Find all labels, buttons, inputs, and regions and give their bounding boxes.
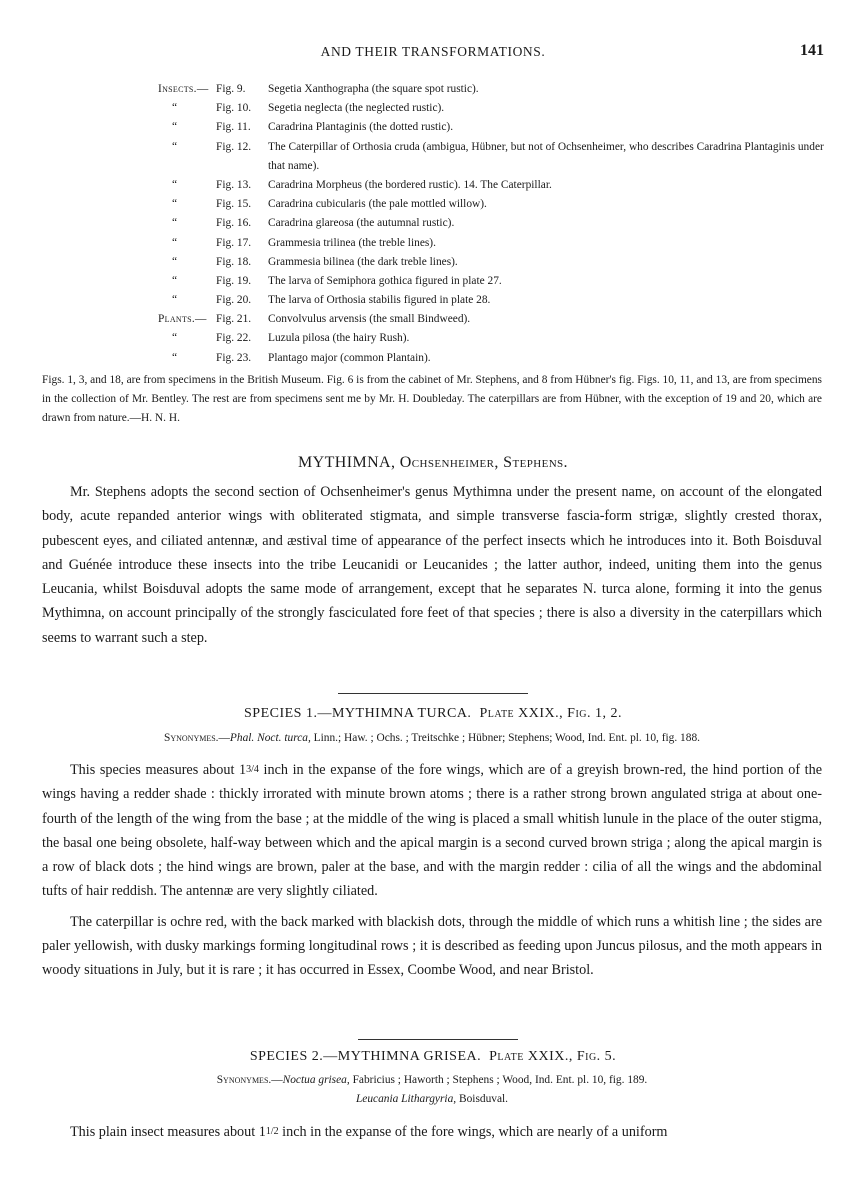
synonym-name: Phal. Noct. turca, xyxy=(229,732,311,744)
figure-entry xyxy=(158,291,838,310)
species-1-paragraph-1 xyxy=(42,758,822,904)
synonym-authorities: Boisduval. xyxy=(456,1093,509,1105)
figure-description: Convolvulus arvensis (the small Bindweed). xyxy=(268,313,471,326)
figure-description: The larva of Orthosia stabilis figured in plate 28. xyxy=(268,294,491,307)
page-number: 141 xyxy=(800,42,824,59)
figure-number: Fig. 22. xyxy=(216,332,252,345)
genus-authors: Ochsenheimer, Stephens. xyxy=(399,454,568,471)
text-run: This species measures about 1 xyxy=(70,762,247,778)
ditto-mark: “ xyxy=(172,102,178,115)
ditto-mark: “ xyxy=(172,294,178,307)
fraction: 3/4 xyxy=(246,764,259,775)
figure-description: Grammesia bilinea (the dark treble lines). xyxy=(268,255,458,268)
figure-number: Fig. 20. xyxy=(216,294,252,307)
synonym-name: Leucania Lithargyria, xyxy=(355,1093,457,1105)
species-2-paragraph-1 xyxy=(42,1120,822,1144)
species-2-heading xyxy=(0,1049,866,1065)
section-divider xyxy=(358,1039,518,1040)
synonyms-label: Synonymes.— xyxy=(164,732,230,744)
species-2-plate: Plate XXIX., Fig. 5. xyxy=(489,1049,617,1064)
species-2-synonyms-line-2 xyxy=(42,1090,822,1109)
text-run: inch in the expanse of the fore wings, which are nearly of a uniform xyxy=(278,1124,668,1140)
figures-note: Figs. 1, 3, and 18, are from specimens in the British Museum. Fig. 6 is from the cabinet of Mr. Stephens, and 8 from Hübner's fig. Figs. 10, 11, and 13, are from specimens in the collection of Mr. Bentley. The rest are from specimens sent me by Mr. H. Doubleday. The caterpillars are from Hübner, with the exception of 19 and 20, which are drawn from nature.—H. N. H. xyxy=(42,374,822,425)
genus-name: MYTHIMNA, xyxy=(298,454,396,471)
text-run: inch in the expanse of the fore wings, which are of a greyish brown-red, the hind portion of the wings having a redder shade : thickly irrorated with minute brown atoms ; there is a rather strong brown angulated striga at about one-fourth of the length of the wing from the base ; at the middle of the wing is placed a small whitish lunule in the place of the outer stigma, the basal one being obsolete, half-way between which and the apical margin is a second curved brown striga ; along the apical margin is a row of black dots ; the hind wings are brown, paler at the base, and with the margin redder : cilia of all the wings and the abdominal tufts of hair reddish. The antennæ are very slightly ciliated. xyxy=(42,762,823,900)
species-1-title: SPECIES 1.—MYTHIMNA TURCA. xyxy=(244,706,472,721)
figure-number: Fig. 15. xyxy=(216,198,252,211)
ditto-mark: “ xyxy=(172,236,178,249)
figure-entry xyxy=(158,176,838,195)
species-1-heading xyxy=(0,706,866,722)
figure-entry xyxy=(158,214,838,233)
synonyms-label: Synonymes.— xyxy=(216,1074,283,1086)
species-1-description xyxy=(42,758,822,983)
figure-description: The larva of Semiphora gothica figured in plate 27. xyxy=(268,274,502,287)
ditto-mark: “ xyxy=(172,255,178,268)
figure-number: Fig. 13. xyxy=(216,178,252,191)
figure-number: Fig. 19. xyxy=(216,274,252,287)
figure-number: Fig. 23. xyxy=(216,351,252,364)
synonym-authorities: Fabricius ; Haworth ; Stephens ; Wood, Ind. Ent. pl. 10, fig. 189. xyxy=(349,1074,648,1086)
figure-entry xyxy=(158,118,838,137)
figure-list xyxy=(158,80,838,368)
figure-description: Plantago major (common Plantain). xyxy=(268,351,431,364)
section-divider xyxy=(338,693,528,694)
figure-entry xyxy=(158,138,838,176)
text-run: This plain insect measures about 1 xyxy=(70,1124,266,1140)
figure-entry xyxy=(158,234,838,253)
figure-group-label: Plants.— xyxy=(158,313,207,326)
species-1-paragraph-2: The caterpillar is ochre red, with the back marked with blackish dots, through the middle of which runs a whitish line ; the sides are paler yellowish, with dusky markings forming longitudinal rows ; it is described as feeding upon Juncus pilosus, and the moth appears in woody situations in July, but it is rare ; it has occurred in Essex, Coombe Wood, and near Bristol. xyxy=(42,913,822,979)
figure-description: Caradrina cubicularis (the pale mottled willow). xyxy=(268,198,487,211)
fraction: 1/2 xyxy=(265,1126,279,1137)
figure-description: Caradrina Morpheus (the bordered rustic). 14. The Caterpillar. xyxy=(268,178,552,191)
figure-number: Fig. 9. xyxy=(216,83,246,95)
figure-description: Grammesia trilinea (the treble lines). xyxy=(268,236,436,249)
figure-description: Segetia neglecta (the neglected rustic). xyxy=(268,102,445,115)
figure-entry xyxy=(158,272,838,291)
synonym-name: Noctua grisea, xyxy=(282,1074,350,1086)
figure-entry xyxy=(158,195,838,214)
figure-number: Fig. 18. xyxy=(216,255,252,268)
ditto-mark: “ xyxy=(172,274,178,287)
figure-description: The Caterpillar of Orthosia cruda (ambigua, Hübner, but not of Ochsenheimer, who describes Caradrina Plantaginis under that name). xyxy=(268,140,824,172)
figure-number: Fig. 12. xyxy=(216,140,252,153)
figure-number: Fig. 21. xyxy=(216,313,252,326)
species-1-synonyms xyxy=(42,729,822,748)
species-2-title: SPECIES 2.—MYTHIMNA GRISEA. xyxy=(249,1049,482,1064)
ditto-mark: “ xyxy=(172,332,178,345)
figure-description: Segetia Xanthographa (the square spot rustic). xyxy=(268,83,479,95)
species-1-plate: Plate XXIX., Fig. 1, 2. xyxy=(479,706,622,721)
running-title: AND THEIR TRANSFORMATIONS. xyxy=(320,44,546,59)
ditto-mark: “ xyxy=(172,121,178,134)
figure-group-label: Insects.— xyxy=(158,83,209,95)
figure-number: Fig. 10. xyxy=(216,102,252,115)
figure-entry xyxy=(158,329,838,348)
ditto-mark: “ xyxy=(172,178,178,191)
figure-number: Fig. 17. xyxy=(216,236,252,249)
figure-entry xyxy=(158,253,838,272)
ditto-mark: “ xyxy=(172,140,178,153)
ditto-mark: “ xyxy=(172,351,178,364)
figure-number: Fig. 11. xyxy=(216,121,251,134)
figure-entry xyxy=(158,310,838,329)
figure-number: Fig. 16. xyxy=(216,217,252,230)
figure-description: Caradrina Plantaginis (the dotted rustic). xyxy=(268,121,454,134)
synonym-authorities: Linn.; Haw. ; Ochs. ; Treitschke ; Hübner; Stephens; Wood, Ind. Ent. pl. 10, fig. 188. xyxy=(310,732,700,744)
ditto-mark: “ xyxy=(172,198,178,211)
figure-entry xyxy=(158,349,838,368)
genus-paragraph: Mr. Stephens adopts the second section of Ochsenheimer's genus Mythimna under the present name, on account of the elongated body, acute repanded anterior wings with obliterated stigmata, and simple transverse fascia-form strigæ, slightly crested thorax, pubescent eyes, and ciliated antennæ, and æstival time of appearance of the perfect insects which he introduces into it. Both Boisduval and Guénée introduce these insects into the tribe Leucanidi or Leucanides ; the latter author, indeed, uniting them into the genus Leucania, whilst Boisduval adopts the same mode of arrangement, except that he separates N. turca alone, forming it into the genus Mythimna, on account principally of the strongly fasciculated fore feet of that species ; there is also a diversity in the caterpillars which seems to warrant such a step. xyxy=(42,484,822,646)
ditto-mark: “ xyxy=(172,217,178,230)
figure-entry xyxy=(158,99,838,118)
species-2-description xyxy=(42,1120,822,1144)
running-head xyxy=(0,44,866,64)
genus-heading xyxy=(0,454,866,472)
figure-description: Luzula pilosa (the hairy Rush). xyxy=(268,332,410,345)
figure-entry xyxy=(158,80,838,99)
figure-description: Caradrina glareosa (the autumnal rustic). xyxy=(268,217,455,230)
genus-description xyxy=(42,480,822,650)
species-2-synonyms xyxy=(42,1071,822,1090)
